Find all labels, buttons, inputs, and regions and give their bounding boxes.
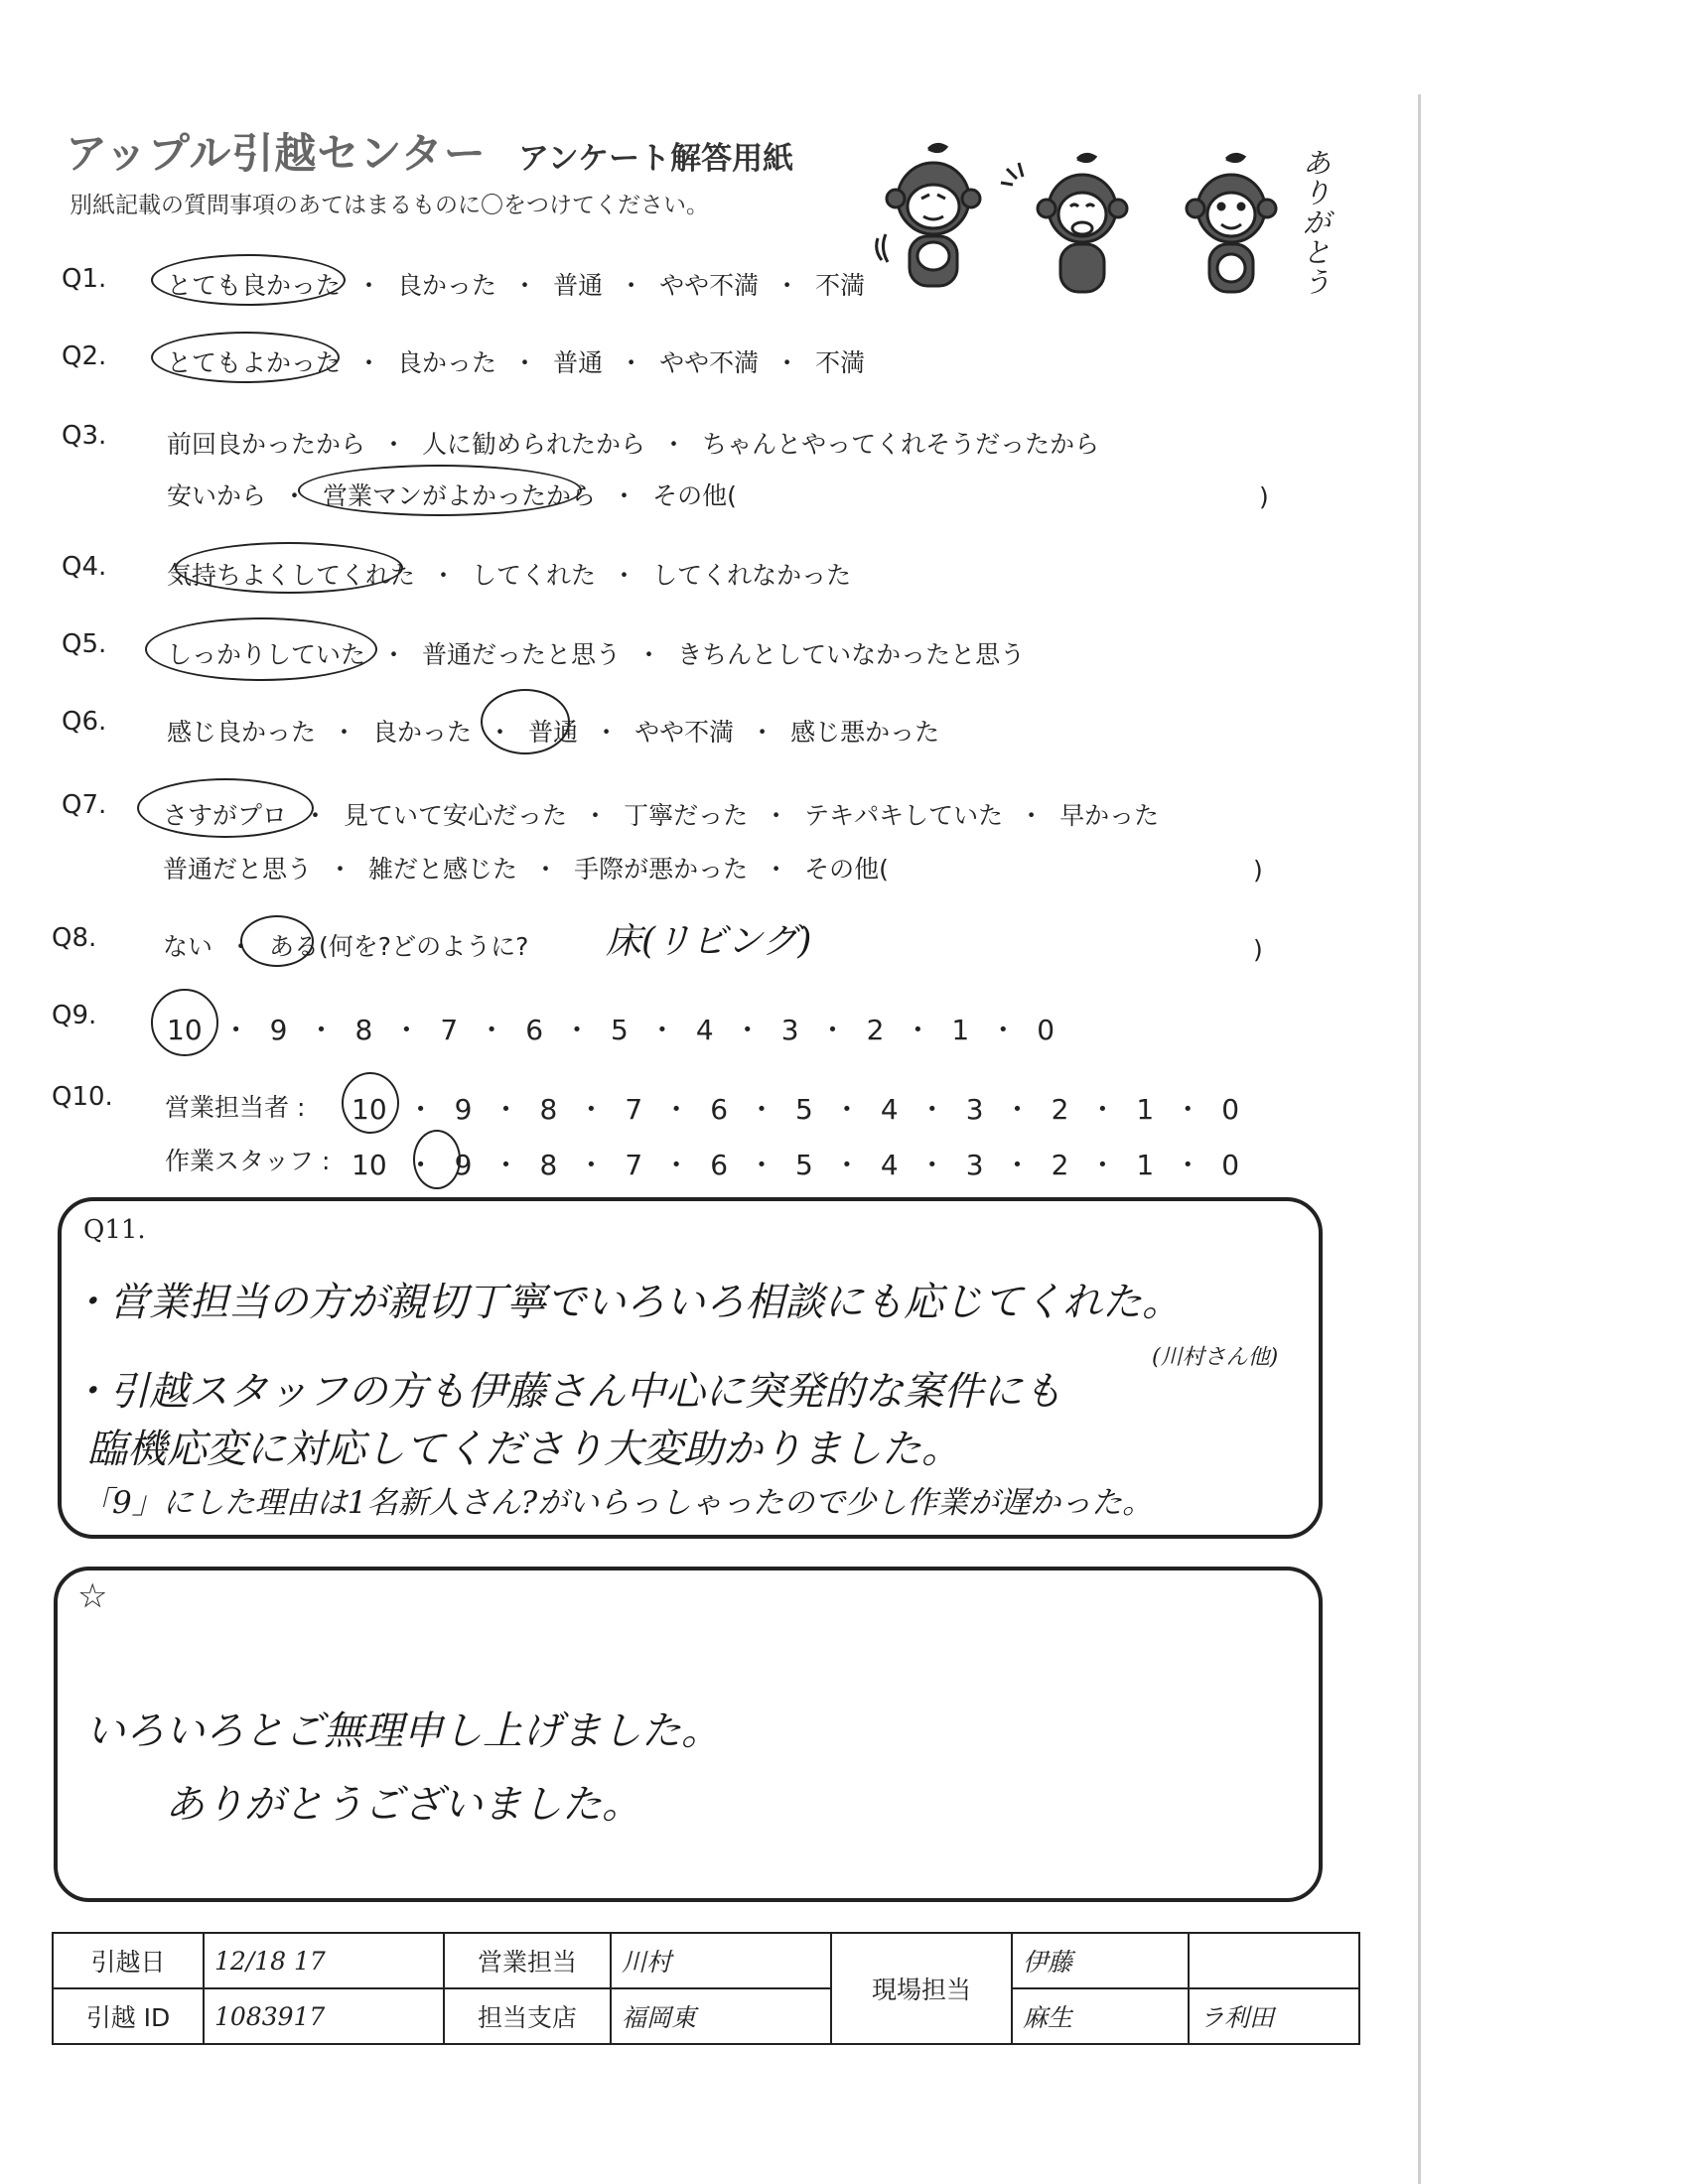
q10-staff-score[interactable]: 9 [454,1149,473,1181]
site-staff-empty-cell [1189,1933,1359,1988]
q6-option[interactable]: 感じ良かった [167,718,317,747]
q7-option[interactable]: その他( [804,855,889,884]
q7-option[interactable]: 丁寧だった [624,801,749,830]
q9-score[interactable]: 0 [1037,1014,1055,1046]
q10-sales-selection-circle [342,1072,399,1134]
q10-sales-label: 営業担当者 : [165,1093,306,1122]
q10-sales-score[interactable]: 0 [1221,1093,1240,1126]
page-edge [1418,94,1421,2184]
q4-selection-circle [175,542,403,594]
q8-close-paren: ) [1253,935,1263,964]
q10-staff-score[interactable]: 7 [625,1149,643,1181]
q11-comment-line: 臨機応変に対応してくださり大変助かりました。 [87,1427,961,1472]
q9-score[interactable]: 4 [695,1014,714,1046]
q7-option[interactable]: 雑だと感じた [368,855,518,884]
site-staff-value-3: ラ利田 [1189,1988,1359,2044]
q3-option[interactable]: 安いから [167,481,267,510]
q1-option[interactable]: 普通 [553,271,604,300]
q9-score[interactable]: 3 [780,1014,799,1046]
q11-side-note: (川村さん他) [1152,1345,1279,1370]
star-icon: ☆ [77,1576,108,1616]
q10-staff-score[interactable]: 2 [1051,1149,1069,1181]
q1-label: Q1. [62,264,107,294]
branch-label: 担当支店 [444,1988,611,2044]
q7-option[interactable]: 普通だと思う [163,855,313,884]
q6-option[interactable]: 普通 [528,718,579,747]
q8-option[interactable]: ない [163,932,213,961]
move-date-value: 12/18 17 [204,1933,444,1988]
q9-score[interactable]: 7 [440,1014,459,1046]
q10-sales-score[interactable]: 7 [625,1093,643,1126]
instruction-text: 別紙記載の質問事項のあてはまるものに〇をつけてください。 [70,193,709,218]
q6-option[interactable]: 良かった [372,718,473,747]
q1-option[interactable]: 良かった [397,271,497,300]
q10-sales-score[interactable]: 6 [710,1093,729,1126]
q7-selection-circle [137,778,314,838]
q10-sales-score[interactable]: 9 [454,1093,473,1126]
q9-score[interactable]: 2 [866,1014,885,1046]
q1-selection-circle [151,254,346,306]
q4-label: Q4. [62,552,107,582]
q8-label: Q8. [52,923,97,953]
q9-score[interactable]: 5 [611,1014,629,1046]
site-staff-value-1: 伊藤 [1012,1933,1189,1988]
q9-score[interactable]: 1 [951,1014,970,1046]
site-staff-value-2: 麻生 [1012,1988,1189,2044]
q11-comment-line: ・引越スタッフの方も伊藤さん中心に突発的な案件にも [70,1369,1062,1415]
q3-option[interactable]: 人に勧められたから [422,430,646,459]
q2-option[interactable]: とてもよかった [167,348,342,377]
q10-staff-selection-circle [413,1130,461,1189]
q2-label: Q2. [62,341,107,371]
q5-option[interactable]: しっかりしていた [167,640,366,669]
q2-options: とてもよかった ・ 良かった ・ 普通 ・ やや不満 ・ 不満 [167,348,866,377]
thanks-vertical-text: ありがとう [1303,147,1332,299]
q6-selection-circle [481,689,570,754]
q10-sales-score[interactable]: 1 [1136,1093,1155,1126]
q1-option[interactable]: とても良かった [167,271,342,300]
q9-score[interactable]: 8 [354,1014,373,1046]
q2-selection-circle [151,332,340,383]
q8-prompt: (何を?どのように? [319,932,529,961]
q6-option[interactable]: やや不満 [634,718,735,747]
q10-sales-score[interactable]: 8 [539,1093,558,1126]
q9-scale: 10 ・ 9 ・ 8 ・ 7 ・ 6 ・ 5 ・ 4 ・ 3 ・ 2 ・ 1 ・ 0 [167,1014,1055,1046]
q8-option[interactable]: ある [269,932,320,961]
q7-option[interactable]: さすがプロ [163,801,288,830]
q10-staff-score[interactable]: 1 [1136,1149,1155,1181]
q10-staff-score[interactable]: 5 [795,1149,813,1181]
q1-option[interactable]: やや不満 [659,271,760,300]
q10-staff-score[interactable]: 0 [1221,1149,1240,1181]
q11-comment-line: ・営業担当の方が親切丁寧でいろいろ相談にも応じてくれた。 [70,1280,1182,1325]
q7-close-paren: ) [1253,856,1263,885]
move-id-value: 1083917 [204,1988,444,2044]
q3-options-line1: 前回良かったから ・ 人に勧められたから ・ ちゃんとやってくれそうだったから [167,430,1100,459]
q1-option[interactable]: 不満 [815,271,866,300]
form-subtitle: アンケート解答用紙 [518,141,794,177]
move-id-label: 引越 ID [53,1988,204,2044]
mascot-monkeys-icon [874,139,1311,308]
q5-selection-circle [145,617,377,681]
q4-option[interactable]: 気持ちよくしてくれた [167,561,416,590]
sales-rep-label: 営業担当 [444,1933,611,1988]
q3-option[interactable]: 営業マンがよかったから [323,481,597,510]
q4-option[interactable]: してくれなかった [652,561,852,590]
q6-options: 感じ良かった ・ 良かった ・ 普通 ・ やや不満 ・ 感じ悪かった [167,718,940,747]
q2-option[interactable]: 普通 [553,348,604,377]
move-date-label: 引越日 [53,1933,204,1988]
q5-option[interactable]: 普通だったと思う [422,640,622,669]
q8-options: ない ・ ある(何を?どのように? [163,932,529,961]
q7-option[interactable]: 見ていて安心だった [344,801,568,830]
q1-options: とても良かった ・ 良かった ・ 普通 ・ やや不満 ・ 不満 [167,271,866,300]
q10-sales-score[interactable]: 5 [795,1093,813,1126]
q7-options-line1: さすがプロ ・ 見ていて安心だった ・ 丁寧だった ・ テキパキしていた ・ 早かった [163,801,1160,830]
q10-staff-score[interactable]: 10 [352,1149,387,1181]
q5-label: Q5. [62,629,107,659]
q10-sales-scale: 10 ・ 9 ・ 8 ・ 7 ・ 6 ・ 5 ・ 4 ・ 3 ・ 2 ・ 1 ・ 0 [352,1093,1240,1126]
q8-handwritten-answer: 床(リビング) [606,921,812,962]
q10-sales-score[interactable]: 3 [965,1093,984,1126]
company-title: アップル引越センター [66,129,487,178]
q11-comment-line: 「9」にした理由は1名新人さん?がいらっしゃったので少し作業が遅かった。 [81,1485,1154,1521]
site-staff-label: 現場担当 [831,1933,1012,2044]
q2-option[interactable]: 不満 [815,348,866,377]
q10-staff-score[interactable]: 4 [880,1149,899,1181]
q9-label: Q9. [52,1001,97,1030]
q10-label: Q10. [52,1082,113,1112]
q9-selection-circle [151,989,218,1056]
q9-score[interactable]: 10 [167,1014,203,1046]
q3-option[interactable]: その他( [652,481,737,510]
q4-option[interactable]: してくれた [472,561,597,590]
q4-options: 気持ちよくしてくれた ・ してくれた ・ してくれなかった [167,561,852,590]
q7-option[interactable]: テキパキしていた [804,801,1004,830]
q8-selection-circle [240,915,314,967]
q7-label: Q7. [62,790,107,820]
q7-option[interactable]: 手際が悪かった [574,855,749,884]
q6-label: Q6. [62,707,107,737]
q6-option[interactable]: 感じ悪かった [790,718,940,747]
q7-options-line2: 普通だと思う ・ 雑だと感じた ・ 手際が悪かった ・ その他( [163,855,889,884]
q9-score[interactable]: 6 [525,1014,544,1046]
q5-option[interactable]: きちんとしていなかったと思う [677,640,1026,669]
q10-staff-score[interactable]: 3 [965,1149,984,1181]
q7-option[interactable]: 早かった [1059,801,1160,830]
q3-options-line2: 安いから ・ 営業マンがよかったから ・ その他( [167,481,737,510]
branch-value: 福岡東 [611,1988,831,2044]
q10-sales-score[interactable]: 2 [1051,1093,1069,1126]
q10-sales-score[interactable]: 4 [880,1093,899,1126]
mascot-illustration [874,139,1311,308]
q11-label: Q11. [83,1215,146,1245]
star-comment-line: いろいろとご無理申し上げました。 [85,1708,721,1754]
q3-selection-circle [298,465,582,516]
q2-option[interactable]: やや不満 [659,348,760,377]
q2-option[interactable]: 良かった [397,348,497,377]
q10-staff-label: 作業スタッフ : [165,1147,331,1175]
move-info-table [52,1932,1360,2045]
q3-close-paren: ) [1259,482,1269,511]
q3-option[interactable]: ちゃんとやってくれそうだったから [702,430,1100,459]
q10-staff-scale: 10 ・ 9 ・ 8 ・ 7 ・ 6 ・ 5 ・ 4 ・ 3 ・ 2 ・ 1 ・ 0 [352,1149,1240,1181]
q10-staff-score[interactable]: 6 [710,1149,729,1181]
star-comment-line: ありがとうございました。 [165,1782,641,1828]
q9-score[interactable]: 9 [269,1014,288,1046]
q5-options: しっかりしていた ・ 普通だったと思う ・ きちんとしていなかったと思う [167,640,1026,669]
q3-label: Q3. [62,421,107,451]
q10-sales-score[interactable]: 10 [352,1093,387,1126]
sales-rep-value: 川村 [611,1933,831,1988]
q10-staff-score[interactable]: 8 [539,1149,558,1181]
q3-option[interactable]: 前回良かったから [167,430,366,459]
